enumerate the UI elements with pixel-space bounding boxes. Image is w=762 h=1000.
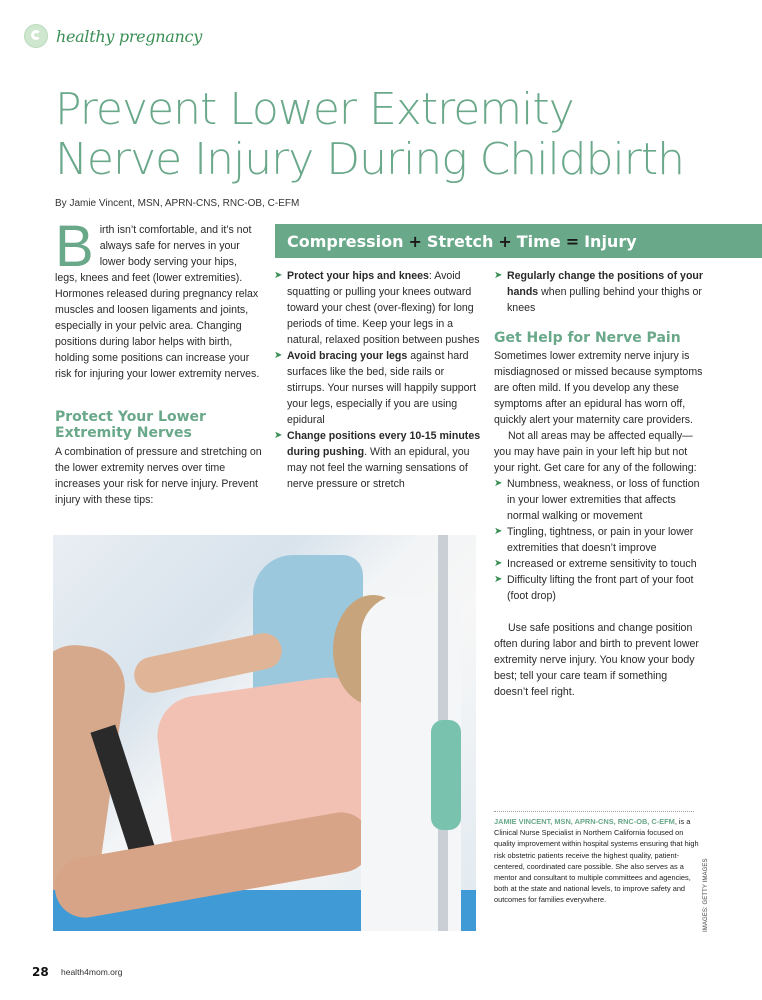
help-heading: Get Help for Nerve Pain: [494, 330, 681, 346]
banner-term-time: Time: [516, 231, 561, 251]
photo-iv-cap: [431, 720, 461, 830]
tip-item: [494, 268, 704, 316]
tip-text: . With an epidural, you may not feel the warning sensations of nerve pressure or stretch: [287, 446, 470, 490]
tip-bold: Protect your hips and knees: [287, 270, 429, 282]
symptoms-list: [494, 476, 704, 604]
symptom-text: Difficulty lifting the front part of your foot (foot drop): [507, 574, 694, 602]
tip-bold: Avoid bracing your legs: [287, 350, 408, 362]
article-title-line2: Nerve Injury During Childbirth: [55, 134, 684, 185]
drop-cap: B: [55, 214, 94, 279]
help-closing: Use safe positions and change position often during labor and birth to prevent lower extremity nerve injury. You know your body best; tell your care team if something doesn’t feel right.: [494, 622, 699, 698]
page-number: 28: [32, 965, 49, 979]
banner-term-compression: Compression: [287, 231, 404, 251]
symptom-item: [494, 556, 704, 572]
chevron-right-icon: ➤: [494, 478, 503, 489]
protect-text: A combination of pressure and stretching on the lower extremity nerves over time increases your risk for nerve injury. Prevent injury with these tips:: [55, 446, 262, 506]
chevron-right-icon: ➤: [494, 526, 503, 537]
symptom-item: [494, 524, 704, 556]
bio-name: JAMIE VINCENT, MSN, APRN-CNS, RNC-OB, C-EFM: [494, 817, 675, 826]
banner-plus-2: +: [498, 231, 512, 251]
tip-item: [274, 348, 484, 428]
banner-result-injury: Injury: [584, 231, 637, 251]
bio-divider: [494, 811, 694, 812]
symptom-item: [494, 572, 704, 604]
bio-text: , is a Clinical Nurse Specialist in Northern California focused on quality improvement within hospital systems ensuring that high risk obstetric patients receive the highest quality, patient-centered, coordinated care possible. She also serves as a mentor and consultant to multiple committees and agencies, both at the state and national levels, to improve safety and outcomes for families everywhere.: [494, 817, 699, 905]
chevron-right-icon: ➤: [274, 270, 283, 281]
protect-heading: Protect Your Lower Extremity Nerves: [55, 409, 206, 441]
banner-equals: =: [565, 231, 580, 251]
website-link[interactable]: health4mom.org: [61, 967, 123, 977]
intro-paragraph: [55, 214, 260, 382]
banner-term-stretch: Stretch: [426, 231, 494, 251]
symptom-item: [494, 476, 704, 524]
author-bio: [494, 816, 702, 906]
chevron-right-icon: ➤: [494, 574, 503, 585]
symptom-text: Numbness, weakness, or loss of function in your lower extremities that affects normal walking or movement: [507, 478, 700, 522]
byline: By Jamie Vincent, MSN, APRN-CNS, RNC-OB, C-EFM: [55, 198, 300, 209]
symptom-text: Increased or extreme sensitivity to touch: [507, 558, 697, 570]
tip-bold: Change positions every 10-15 minutes during pushing: [287, 430, 481, 458]
banner-plus-1: +: [408, 231, 422, 251]
help-para1: Sometimes lower extremity nerve injury is misdiagnosed or missed because symptoms are often mild. If you develop any these symptoms after an epidural has worn off, quickly alert your maternity care providers.: [494, 350, 703, 426]
photo-credit: IMAGES: GETTY IMAGES: [703, 858, 709, 932]
tips-list-continued: [494, 268, 704, 316]
baby-circle-icon: [24, 24, 48, 48]
chevron-right-icon: ➤: [274, 430, 283, 441]
symptom-text: Tingling, tightness, or pain in your lower extremities that doesn’t improve: [507, 526, 694, 554]
help-section: [494, 348, 704, 700]
chevron-right-icon: ➤: [494, 270, 503, 281]
formula-banner: [275, 224, 762, 258]
section-tag: [24, 24, 202, 48]
tips-list: [274, 268, 484, 492]
tip-item: [274, 268, 484, 348]
article-title-line1: Prevent Lower Extremity: [55, 84, 574, 135]
chevron-right-icon: ➤: [274, 350, 283, 361]
article-title: [55, 85, 755, 185]
intro-text: irth isn’t comfortable, and it’s not always safe for nerves in your lower body serving your hips, legs, knees and feet (lower extremities). Hormones released during pregnancy relax muscles and loosen ligaments and joints, especially in your pelvic area. Changing positions during labor helps with birth, holding some positions can increase your risk for injuring your lower extremity nerves.: [55, 224, 260, 380]
tip-item: [274, 428, 484, 492]
tip-bold: Regularly change the positions of your hands: [507, 270, 704, 298]
tip-text: against hard surfaces like the bed, side rails or stirrups. Your nurses will happily support your legs, especially if you are using epidural: [287, 350, 477, 426]
chevron-right-icon: ➤: [494, 558, 503, 569]
section-tag-label: healthy pregnancy: [56, 26, 202, 46]
tip-text: : Avoid squatting or pulling your knees outward toward your chest (over-flexing) for long periods of time. Keep your legs in a natural, relaxed position between pushes: [287, 270, 480, 346]
tip-text: when pulling behind your thighs or knees: [507, 286, 702, 314]
help-para2: Not all areas may be affected equally—you may have pain in your left hip but not your right. Get care for any of the following:: [494, 430, 697, 474]
labor-photo: [53, 535, 476, 931]
